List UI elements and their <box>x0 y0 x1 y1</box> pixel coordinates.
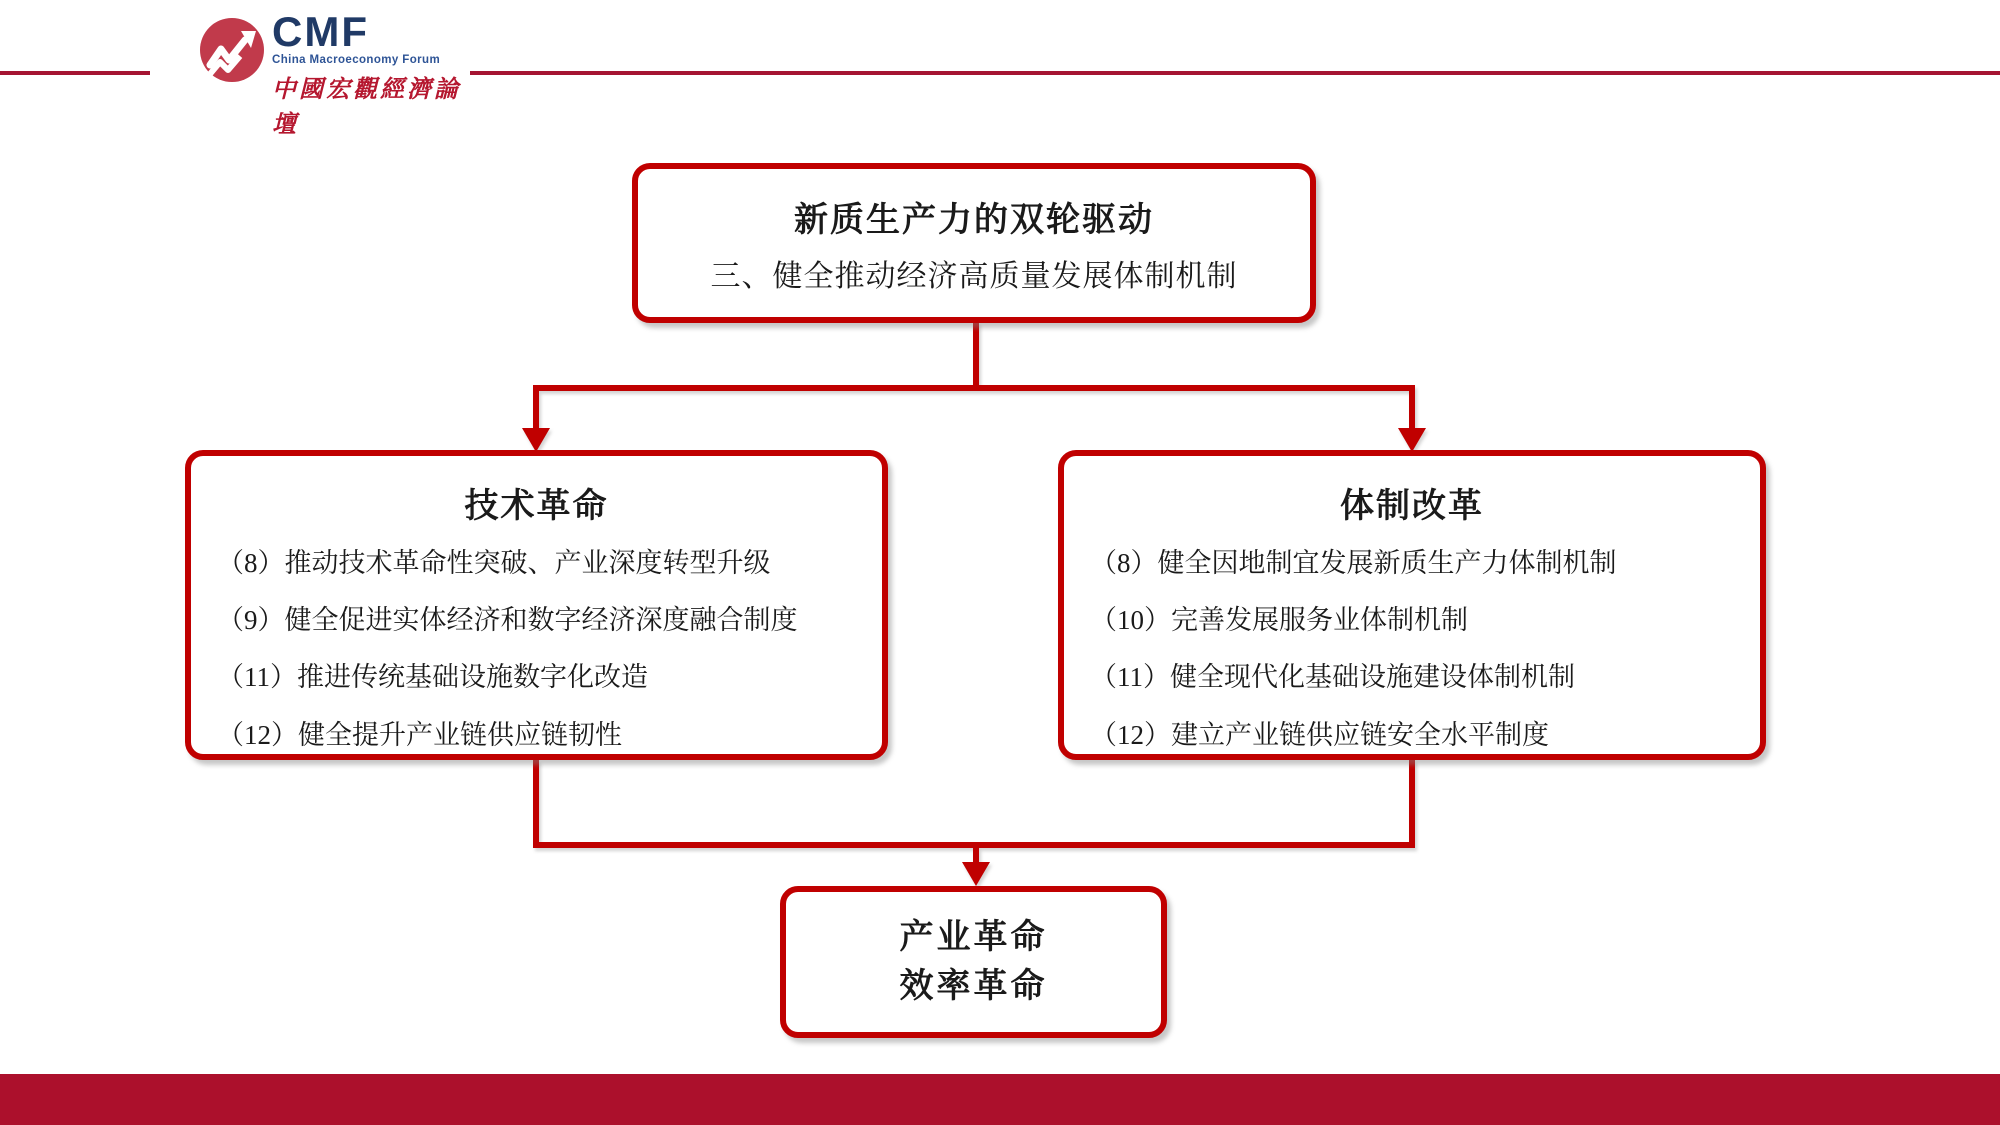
bottom-box-line2: 效率革命 <box>899 968 1048 1005</box>
list-item: （8）推动技术革命性突破、产业深度转型升级 <box>217 548 771 578</box>
bottom-box-outcome <box>780 886 1167 1038</box>
logo-text-block <box>272 8 470 139</box>
root-box-subtitle: 三、健全推动经济高质量发展体制机制 <box>710 259 1238 293</box>
line-chart-arrow-icon <box>200 18 264 82</box>
logo-subtitle: China Macroeconomy Forum <box>272 54 441 66</box>
left-box-technology-revolution <box>185 450 888 760</box>
list-item: （8）健全因地制宜发展新质生产力体制机制 <box>1090 548 1617 578</box>
logo-acronym: CMF <box>272 8 369 55</box>
arrowhead-bottom <box>962 862 990 886</box>
cmf-logo <box>150 2 470 138</box>
left-box-list <box>217 535 856 764</box>
root-box-title: 新质生产力的双轮驱动 <box>794 201 1154 239</box>
right-box-title: 体制改革 <box>1340 488 1484 525</box>
logo-chinese-name: 中國宏觀經濟論壇 <box>272 77 461 138</box>
right-box-system-reform <box>1058 450 1766 760</box>
list-item: （10）完善发展服务业体制机制 <box>1090 605 1468 636</box>
list-item: （12）建立产业链供应链安全水平制度 <box>1090 719 1549 750</box>
list-item: （11）健全现代化基础设施建设体制机制 <box>1090 662 1575 693</box>
left-box-title: 技术革命 <box>464 488 609 525</box>
footer-bar <box>0 1074 2000 1125</box>
list-item: （9）健全促进实体经济和数字经济深度融合制度 <box>217 605 798 636</box>
list-item: （12）健全提升产业链供应链韧性 <box>217 719 622 750</box>
root-box <box>632 163 1316 323</box>
arrowhead-left <box>522 428 550 452</box>
right-box-list <box>1090 535 1734 764</box>
bottom-box-line1: 产业革命 <box>899 918 1048 956</box>
list-item: （11）推进传统基础设施数字化改造 <box>217 662 648 693</box>
arrowhead-right <box>1398 428 1426 452</box>
